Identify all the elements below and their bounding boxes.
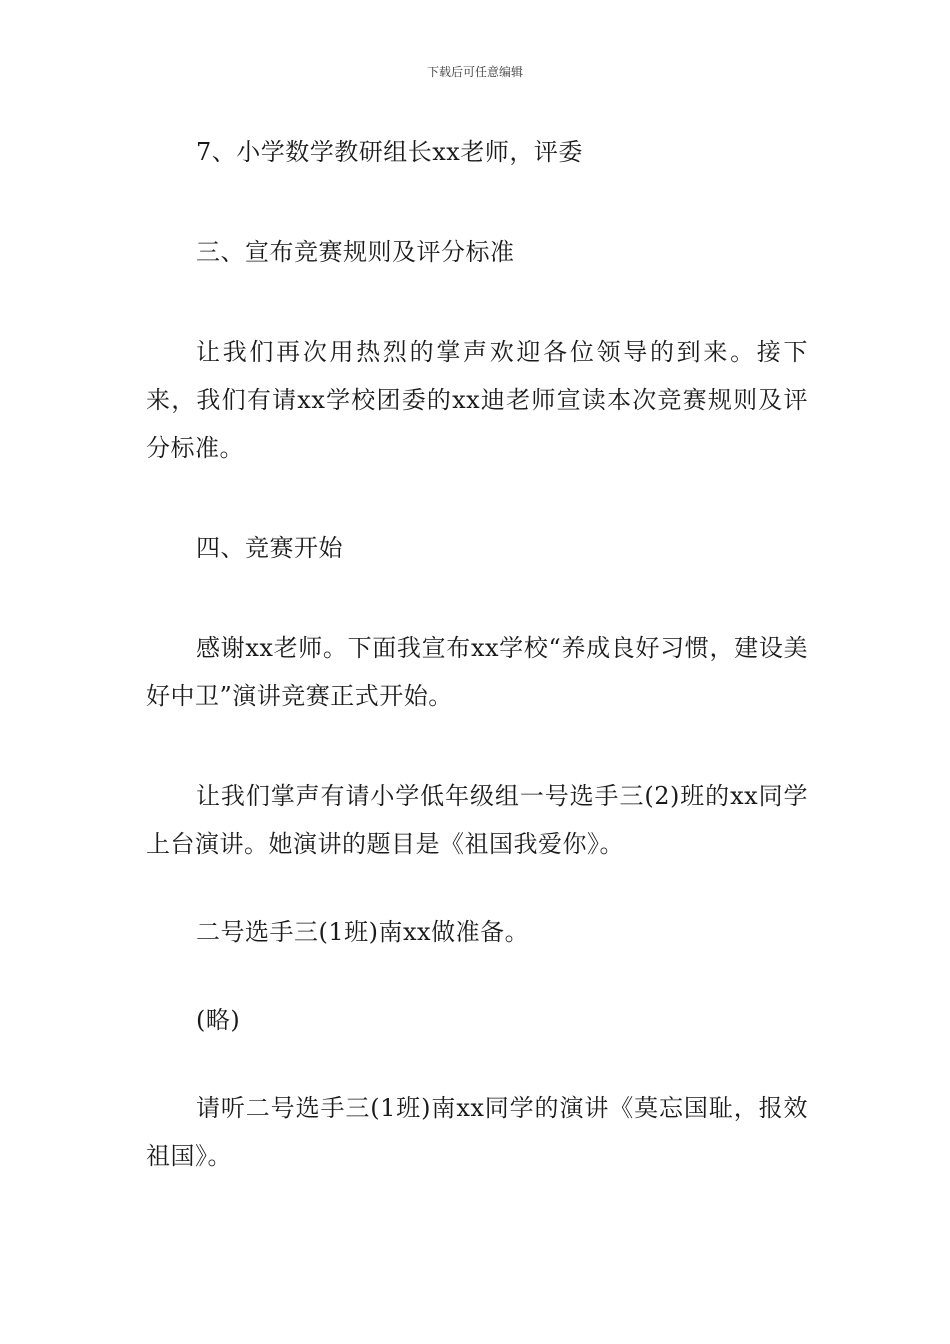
- section-heading-start: 四、竞赛开始: [196, 534, 343, 562]
- page-header: 下载后可任意编辑: [426, 65, 523, 79]
- section-heading-rules: 三、宣布竞赛规则及评分标准: [196, 238, 515, 266]
- paragraph-contestant-2-prep: 二号选手三(1班)南xx做准备。: [196, 918, 530, 946]
- paragraph-contestant-2-speech: 请听二号选手三(1班)南xx同学的演讲《莫忘国耻，报效祖国》。: [146, 1094, 808, 1170]
- paragraph-judge-7: 7、小学数学教研组长xx老师，评委: [196, 138, 583, 166]
- document-body: [146, 128, 808, 1180]
- paragraph-competition-start: 感谢xx老师。下面我宣布xx学校“养成良好习惯，建设美好中卫”演讲竞赛正式开始。: [146, 634, 808, 710]
- paragraph-omitted: (略): [196, 1006, 241, 1034]
- paragraph-contestant-1: 让我们掌声有请小学低年级组一号选手三(2)班的xx同学上台演讲。她演讲的题目是《祖国我爱你》。: [146, 782, 808, 858]
- paragraph-rules-intro: 让我们再次用热烈的掌声欢迎各位领导的到来。接下来，我们有请xx学校团委的xx迪老师宣读本次竞赛规则及评分标准。: [146, 338, 808, 462]
